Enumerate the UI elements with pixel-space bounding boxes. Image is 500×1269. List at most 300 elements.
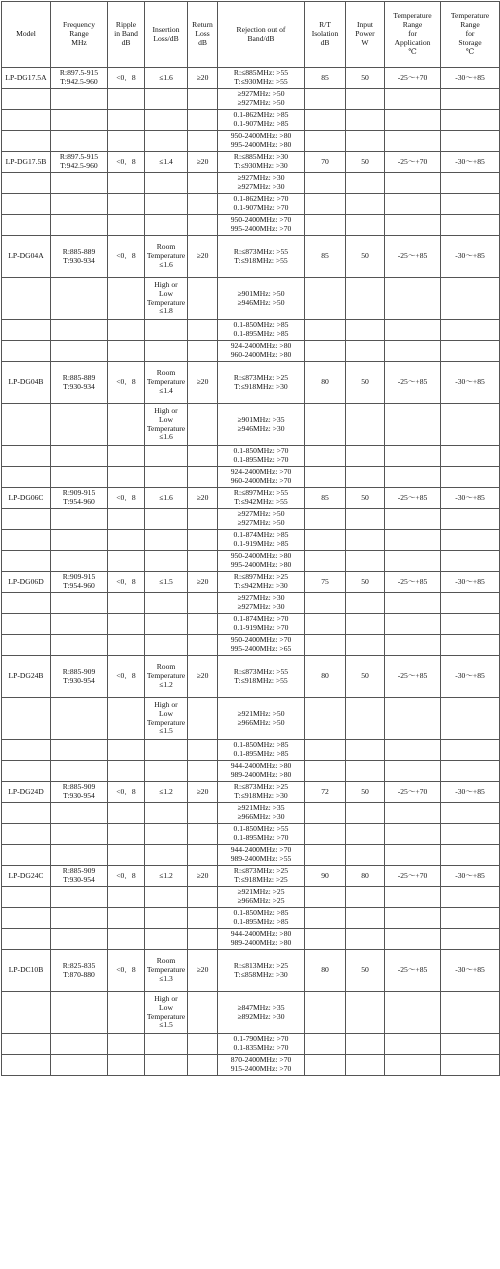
model-cell	[2, 173, 51, 194]
cell-line: ≥966MHz: >25	[237, 896, 285, 905]
table-header	[2, 2, 500, 68]
model-cell	[2, 782, 51, 803]
temp-app-cell: -25～+85	[385, 362, 441, 404]
temp-app-cell	[385, 530, 441, 551]
rejection-cell	[218, 698, 305, 740]
temp-app-cell: -25～+70	[385, 152, 441, 173]
insertion-cell	[145, 404, 188, 446]
ripple-cell: <0．8	[108, 572, 145, 593]
temp-app-cell: -25～+85	[385, 572, 441, 593]
power-cell	[346, 530, 385, 551]
temp-storage-cell	[441, 131, 500, 152]
temp-storage-cell	[441, 908, 500, 929]
cell-line: 0.1-919MHz: >70	[233, 623, 289, 632]
insertion-cell	[145, 236, 188, 278]
cell-line: ≥966MHz: >30	[237, 812, 285, 821]
temp-storage-cell	[441, 467, 500, 488]
return-loss-cell: ≥20	[188, 866, 218, 887]
cell-line: 0.1-895MHz: >85	[233, 749, 289, 758]
cell-line: 0.1-850MHz: >85	[233, 740, 289, 750]
freq-cell	[51, 656, 108, 698]
temp-storage-cell	[441, 761, 500, 782]
rejection-cell	[218, 551, 305, 572]
freq-cell	[51, 908, 108, 929]
temp-app-cell	[385, 803, 441, 824]
cell-line: MHz	[71, 37, 87, 47]
cell-line: Isolation	[311, 29, 339, 39]
freq-cell	[51, 698, 108, 740]
cell-line: 995-2400MHz: >80	[230, 560, 292, 569]
temp-storage-cell: -30～+85	[441, 572, 500, 593]
return-loss-cell	[188, 278, 218, 320]
ripple-cell	[108, 215, 145, 236]
insertion-cell	[145, 887, 188, 908]
cell-line: Range	[402, 20, 423, 30]
freq-cell	[51, 152, 108, 173]
freq-cell	[51, 824, 108, 845]
insertion-cell	[145, 173, 188, 194]
cell-line: T:≤930MHz: >30	[234, 161, 288, 170]
cell-line: ≥946MHz: >50	[237, 297, 285, 307]
temp-app-cell	[385, 194, 441, 215]
cell-line: Room	[156, 956, 176, 966]
insertion-cell	[145, 509, 188, 530]
temp-storage-cell	[441, 992, 500, 1034]
cell-line: ≥927MHz: >50	[237, 89, 285, 99]
temp-storage-cell	[441, 446, 500, 467]
power-cell	[346, 803, 385, 824]
cell-line: R:≤873MHz: >25	[233, 782, 289, 792]
cell-line: LP-DG24C	[8, 870, 44, 880]
cell-line: R:825-835	[62, 960, 96, 970]
rejection-cell	[218, 1055, 305, 1076]
table-row	[2, 656, 500, 698]
power-cell: 50	[346, 656, 385, 698]
temp-storage-cell	[441, 614, 500, 635]
insertion-cell	[145, 467, 188, 488]
insertion-cell	[145, 152, 188, 173]
isolation-cell: 80	[305, 656, 346, 698]
table-row	[2, 131, 500, 152]
model-cell	[2, 572, 51, 593]
cell-line: R:≤873MHz: >25	[233, 866, 289, 876]
rejection-cell	[218, 824, 305, 845]
cell-line: Room	[156, 662, 176, 672]
cell-line: dB	[198, 37, 207, 47]
cell-line: ≥921MHz: >25	[237, 887, 285, 897]
freq-cell	[51, 320, 108, 341]
freq-cell	[51, 614, 108, 635]
temp-storage-cell	[441, 1055, 500, 1076]
rejection-cell	[218, 593, 305, 614]
ripple-cell: <0．8	[108, 866, 145, 887]
cell-line: ≥927MHz: >50	[237, 509, 285, 519]
temp-storage-cell	[441, 341, 500, 362]
rejection-cell	[218, 803, 305, 824]
freq-cell	[51, 845, 108, 866]
insertion-cell	[145, 1055, 188, 1076]
freq-cell	[51, 740, 108, 761]
ripple-cell	[108, 1034, 145, 1055]
power-cell	[346, 131, 385, 152]
cell-line: Application	[394, 37, 431, 47]
cell-line: ≥847MHz: >35	[237, 1002, 285, 1012]
rejection-cell	[218, 929, 305, 950]
temp-storage-cell: -30～+85	[441, 950, 500, 992]
rejection-cell	[218, 320, 305, 341]
table-row	[2, 866, 500, 887]
cell-line: R:885-889	[62, 372, 96, 382]
insertion-cell	[145, 782, 188, 803]
table-row	[2, 803, 500, 824]
rejection-cell	[218, 173, 305, 194]
model-cell	[2, 656, 51, 698]
ripple-cell	[108, 929, 145, 950]
return-loss-cell	[188, 341, 218, 362]
cell-line: 950-2400MHz: >80	[230, 551, 292, 561]
model-cell	[2, 635, 51, 656]
power-cell	[346, 194, 385, 215]
cell-line: 0.1-862MHz: >85	[233, 110, 289, 120]
ripple-cell	[108, 908, 145, 929]
table-row	[2, 614, 500, 635]
rejection-cell	[218, 866, 305, 887]
model-cell	[2, 761, 51, 782]
cell-line: Frequency	[62, 20, 96, 30]
power-cell: 80	[346, 866, 385, 887]
model-cell	[2, 1034, 51, 1055]
rejection-cell	[218, 656, 305, 698]
cell-line: 950-2400MHz: >70	[230, 215, 292, 225]
isolation-cell	[305, 89, 346, 110]
cell-line: 0.1-835MHz: >70	[233, 1043, 289, 1052]
cell-line: LP-DG06C	[8, 492, 44, 502]
power-cell	[346, 278, 385, 320]
ripple-cell	[108, 131, 145, 152]
freq-cell	[51, 278, 108, 320]
cell-line: R:897.5-915	[59, 152, 99, 162]
cell-line: ≤1.6	[159, 432, 173, 442]
header-tsto	[441, 2, 500, 68]
return-loss-cell: ≥20	[188, 950, 218, 992]
insertion-cell	[145, 929, 188, 950]
cell-line: ≤1.5	[159, 1020, 173, 1030]
isolation-cell	[305, 929, 346, 950]
cell-line: 0.1-850MHz: >55	[233, 824, 289, 834]
cell-line: LP-DG17.5A	[5, 72, 47, 82]
return-loss-cell	[188, 740, 218, 761]
return-loss-cell: ≥20	[188, 782, 218, 803]
cell-line: 995-2400MHz: >80	[230, 140, 292, 149]
cell-line: W	[361, 37, 369, 47]
freq-cell	[51, 89, 108, 110]
insertion-cell	[145, 740, 188, 761]
ripple-cell	[108, 110, 145, 131]
isolation-cell	[305, 1034, 346, 1055]
rejection-cell	[218, 488, 305, 509]
cell-line: High or	[154, 279, 178, 289]
temp-app-cell: -25～+85	[385, 950, 441, 992]
isolation-cell: 85	[305, 68, 346, 89]
cell-line: Temperature	[146, 717, 186, 727]
temp-app-cell	[385, 740, 441, 761]
cell-line: 995-2400MHz: >65	[230, 644, 292, 653]
cell-line: T:≤942MHz: >30	[234, 581, 288, 590]
return-loss-cell	[188, 173, 218, 194]
header-ret	[188, 2, 218, 68]
cell-line: ≥966MHz: >50	[237, 717, 285, 727]
return-loss-cell	[188, 215, 218, 236]
return-loss-cell	[188, 824, 218, 845]
temp-storage-cell	[441, 110, 500, 131]
ripple-cell	[108, 278, 145, 320]
cell-line: ℃	[465, 46, 475, 56]
rejection-cell	[218, 992, 305, 1034]
temp-app-cell: -25～+85	[385, 236, 441, 278]
insertion-cell	[145, 614, 188, 635]
cell-line: 0.1-895MHz: >70	[233, 455, 289, 464]
model-cell	[2, 866, 51, 887]
cell-line: R:≤885MHz: >55	[233, 68, 289, 78]
table-row	[2, 194, 500, 215]
temp-storage-cell: -30～+85	[441, 488, 500, 509]
freq-cell	[51, 404, 108, 446]
return-loss-cell	[188, 992, 218, 1034]
insertion-cell	[145, 278, 188, 320]
cell-line: ≥927MHz: >30	[237, 602, 285, 611]
ripple-cell	[108, 803, 145, 824]
return-loss-cell	[188, 614, 218, 635]
cell-line: 989-2400MHz: >80	[230, 770, 292, 779]
cell-line: LP-DC10B	[8, 965, 44, 975]
rejection-cell	[218, 110, 305, 131]
power-cell	[346, 341, 385, 362]
return-loss-cell	[188, 845, 218, 866]
temp-app-cell: -25～+70	[385, 68, 441, 89]
table-row	[2, 761, 500, 782]
cell-line: 0.1-907MHz: >85	[233, 119, 289, 128]
freq-cell	[51, 1055, 108, 1076]
cell-line: Loss/dB	[153, 33, 179, 43]
isolation-cell: 85	[305, 488, 346, 509]
temp-app-cell	[385, 467, 441, 488]
temp-storage-cell	[441, 698, 500, 740]
cell-line: 0.1-874MHz: >70	[233, 614, 289, 624]
insertion-cell	[145, 320, 188, 341]
cell-line: Loss	[195, 29, 210, 39]
temp-storage-cell	[441, 509, 500, 530]
ripple-cell	[108, 593, 145, 614]
return-loss-cell	[188, 635, 218, 656]
table-row	[2, 173, 500, 194]
cell-line: 944-2400MHz: >70	[230, 845, 292, 855]
freq-cell	[51, 992, 108, 1034]
ripple-cell	[108, 740, 145, 761]
freq-cell	[51, 929, 108, 950]
return-loss-cell	[188, 761, 218, 782]
cell-line: R:≤897MHz: >25	[233, 572, 289, 582]
temp-app-cell	[385, 887, 441, 908]
temp-storage-cell: -30～+85	[441, 782, 500, 803]
temp-storage-cell: -30～+85	[441, 152, 500, 173]
temp-storage-cell	[441, 530, 500, 551]
model-cell	[2, 593, 51, 614]
temp-storage-cell	[441, 824, 500, 845]
rejection-cell	[218, 950, 305, 992]
table-row	[2, 404, 500, 446]
cell-line: Temperature	[393, 11, 432, 21]
rejection-cell	[218, 236, 305, 278]
cell-line: T:≤918MHz: >55	[234, 255, 288, 265]
rejection-cell	[218, 467, 305, 488]
isolation-cell	[305, 341, 346, 362]
temp-app-cell	[385, 992, 441, 1034]
cell-line: Low	[159, 708, 173, 718]
rejection-cell	[218, 740, 305, 761]
cell-line: 0.1-919MHz: >85	[233, 539, 289, 548]
power-cell: 50	[346, 782, 385, 803]
cell-line: ≤1.2	[159, 870, 173, 880]
rejection-cell	[218, 782, 305, 803]
rejection-cell	[218, 908, 305, 929]
temp-storage-cell	[441, 1034, 500, 1055]
ripple-cell	[108, 761, 145, 782]
return-loss-cell: ≥20	[188, 68, 218, 89]
insertion-cell	[145, 131, 188, 152]
isolation-cell	[305, 824, 346, 845]
freq-cell	[51, 635, 108, 656]
cell-line: 0.1-895MHz: >85	[233, 917, 289, 926]
insertion-cell	[145, 572, 188, 593]
isolation-cell	[305, 551, 346, 572]
cell-line: High or	[154, 993, 178, 1003]
freq-cell	[51, 782, 108, 803]
power-cell	[346, 635, 385, 656]
power-cell	[346, 740, 385, 761]
insertion-cell	[145, 1034, 188, 1055]
cell-line: 0.1-862MHz: >70	[233, 194, 289, 204]
isolation-cell	[305, 761, 346, 782]
rejection-cell	[218, 509, 305, 530]
isolation-cell	[305, 845, 346, 866]
isolation-cell	[305, 698, 346, 740]
insertion-cell	[145, 110, 188, 131]
ripple-cell	[108, 698, 145, 740]
cell-line: Room	[156, 242, 176, 252]
cell-line: 924-2400MHz: >80	[230, 341, 292, 351]
model-cell	[2, 68, 51, 89]
cell-line: Temperature	[146, 671, 186, 681]
model-cell	[2, 467, 51, 488]
return-loss-cell: ≥20	[188, 656, 218, 698]
temp-app-cell	[385, 341, 441, 362]
cell-line: 0.1-850MHz: >85	[233, 320, 289, 330]
rejection-cell	[218, 1034, 305, 1055]
insertion-cell	[145, 803, 188, 824]
header-ins	[145, 2, 188, 68]
power-cell: 50	[346, 950, 385, 992]
ripple-cell: <0．8	[108, 152, 145, 173]
cell-line: 944-2400MHz: >80	[230, 929, 292, 939]
temp-storage-cell	[441, 635, 500, 656]
isolation-cell	[305, 908, 346, 929]
isolation-cell	[305, 131, 346, 152]
isolation-cell	[305, 404, 346, 446]
cell-line: Low	[159, 1002, 173, 1012]
cell-line: dB	[320, 37, 330, 47]
cell-line: 870-2400MHz: >70	[230, 1055, 292, 1065]
cell-line: 0.1-874MHz: >85	[233, 530, 289, 540]
model-cell	[2, 950, 51, 992]
model-cell	[2, 740, 51, 761]
cell-line: ≤1.4	[159, 385, 173, 395]
model-cell	[2, 278, 51, 320]
header-model	[2, 2, 51, 68]
insertion-cell	[145, 215, 188, 236]
ripple-cell: <0．8	[108, 782, 145, 803]
temp-storage-cell	[441, 551, 500, 572]
table-row	[2, 320, 500, 341]
return-loss-cell	[188, 929, 218, 950]
table-row	[2, 509, 500, 530]
temp-app-cell	[385, 89, 441, 110]
table-row	[2, 740, 500, 761]
cell-line: for	[465, 29, 475, 39]
return-loss-cell: ≥20	[188, 572, 218, 593]
cell-line: ≥946MHz: >30	[237, 423, 285, 433]
cell-line: Input	[356, 20, 374, 30]
temp-app-cell: -25～+70	[385, 866, 441, 887]
model-cell	[2, 131, 51, 152]
header-iso	[305, 2, 346, 68]
insertion-cell	[145, 446, 188, 467]
insertion-cell	[145, 845, 188, 866]
power-cell	[346, 593, 385, 614]
cell-line: T:≤918MHz: >25	[234, 875, 288, 884]
return-loss-cell	[188, 320, 218, 341]
temp-storage-cell: -30～+85	[441, 656, 500, 698]
temp-app-cell	[385, 908, 441, 929]
power-cell	[346, 446, 385, 467]
insertion-cell	[145, 698, 188, 740]
return-loss-cell	[188, 551, 218, 572]
temp-app-cell	[385, 845, 441, 866]
table-row	[2, 467, 500, 488]
cell-line: Power	[355, 29, 375, 39]
cell-line: 924-2400MHz: >70	[230, 467, 292, 477]
temp-app-cell	[385, 1034, 441, 1055]
freq-cell	[51, 110, 108, 131]
temp-app-cell	[385, 761, 441, 782]
cell-line: ≥927MHz: >50	[237, 98, 285, 107]
insertion-cell	[145, 68, 188, 89]
cell-line: Low	[159, 288, 173, 298]
isolation-cell	[305, 110, 346, 131]
isolation-cell	[305, 887, 346, 908]
temp-storage-cell	[441, 89, 500, 110]
temp-storage-cell	[441, 194, 500, 215]
model-cell	[2, 551, 51, 572]
freq-cell	[51, 236, 108, 278]
cell-line: Temperature	[450, 11, 490, 21]
freq-cell	[51, 551, 108, 572]
ripple-cell	[108, 614, 145, 635]
temp-app-cell	[385, 509, 441, 530]
table-row	[2, 635, 500, 656]
cell-line: R:≤873MHz: >55	[233, 246, 289, 256]
temp-storage-cell: -30～+85	[441, 866, 500, 887]
cell-line: T:≤942MHz: >55	[234, 497, 288, 506]
